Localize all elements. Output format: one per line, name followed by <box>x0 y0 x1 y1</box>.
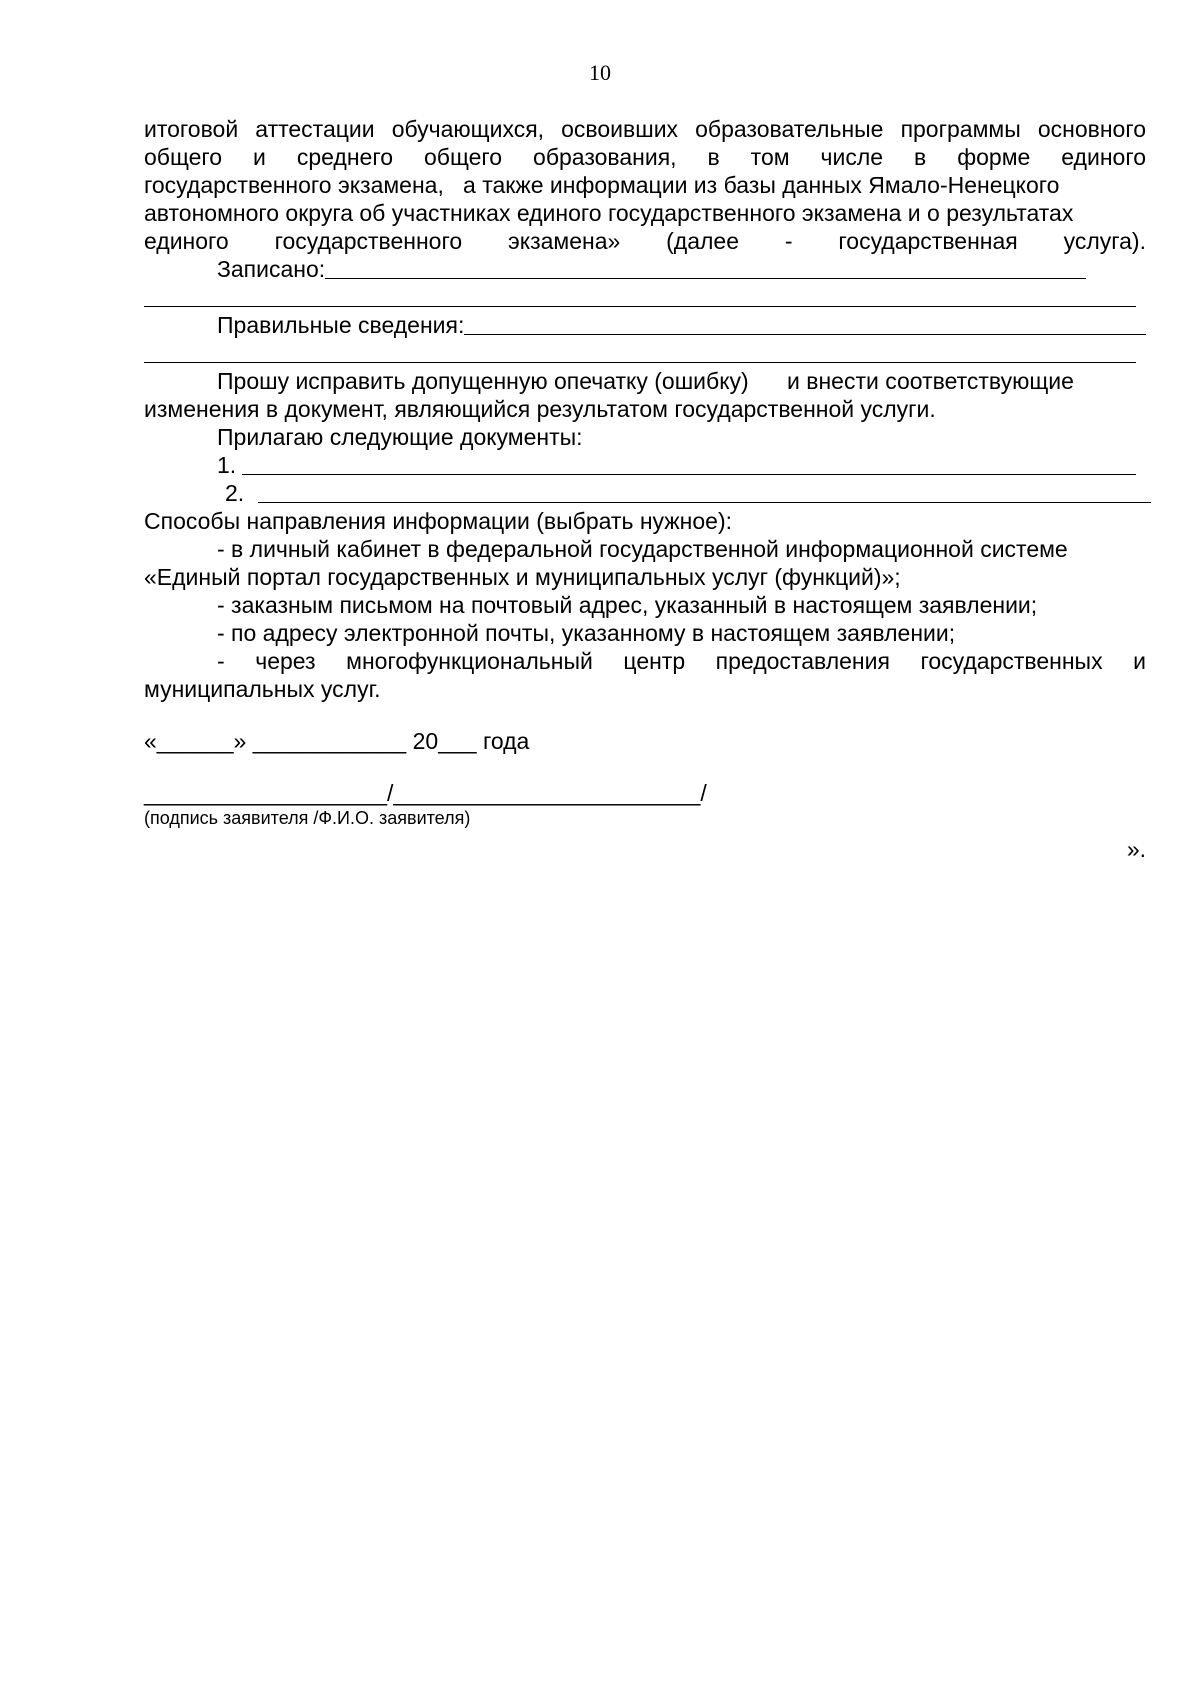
method-1-line-1: - в личный кабинет в федеральной государственной информационной системе <box>217 536 1068 562</box>
intro-line-4: автономного округа об участниках единого государственного экзамена и о результатах <box>144 200 1074 226</box>
recorded-input-line[interactable] <box>325 254 1086 279</box>
attachment-1 <box>144 451 1146 479</box>
closing-mark: ». <box>1126 836 1146 862</box>
attachment-1-number: 1. <box>217 452 237 478</box>
signature-caption: (подпись заявителя /Ф.И.О. заявителя) <box>144 808 471 828</box>
method-2: - заказным письмом на почтовый адрес, указанный в настоящем заявлении; <box>217 592 1038 618</box>
intro-line-5: единого государственного экзамена» (далее - государственная услуга). <box>144 228 1146 254</box>
method-4-line-1: - через многофункциональный центр предоставления государственных и <box>217 648 1146 674</box>
recorded-label: Записано: <box>217 256 326 282</box>
recorded-input-line-2[interactable] <box>144 283 1136 311</box>
intro-line-3: государственного экзамена, а также информации из базы данных Ямало-Ненецкого <box>144 172 1060 198</box>
methods-label: Способы направления информации (выбрать нужное): <box>144 508 732 534</box>
spacer <box>144 755 1146 779</box>
signature-line: ___________________/________________________/ <box>144 780 707 806</box>
method-1-line-2: «Единый портал государственных и муниципальных услуг (функций)»; <box>144 564 901 590</box>
correct-input-line[interactable] <box>464 310 1146 335</box>
correct-label: Правильные сведения: <box>217 312 465 338</box>
document-body <box>144 115 1146 863</box>
page-number: 10 <box>589 60 611 85</box>
attachment-2-number: 2. <box>225 480 245 506</box>
attach-label: Прилагаю следующие документы: <box>217 424 583 450</box>
spacer <box>144 703 1146 727</box>
correct-field <box>144 311 1146 339</box>
attachment-2-line[interactable] <box>258 478 1151 503</box>
date-line: «______» ____________ 20___ года <box>144 728 530 754</box>
intro-line-1: итоговой аттестации обучающихся, освоивших образовательные программы основного <box>144 116 1146 142</box>
request-line-2: изменения в документ, являющийся результатом государственной услуги. <box>144 396 936 422</box>
request-line-1: Прошу исправить допущенную опечатку (ошибку) и внести соответствующие <box>217 368 1074 394</box>
attachment-2 <box>144 479 1151 507</box>
attachment-1-line[interactable] <box>242 450 1136 475</box>
method-3: - по адресу электронной почты, указанному в настоящем заявлении; <box>217 620 956 646</box>
method-4-line-2: муниципальных услуг. <box>144 676 381 702</box>
intro-line-2: общего и среднего общего образования, в том числе в форме единого <box>144 144 1146 170</box>
recorded-field <box>144 255 1146 283</box>
correct-input-line-2[interactable] <box>144 339 1136 367</box>
